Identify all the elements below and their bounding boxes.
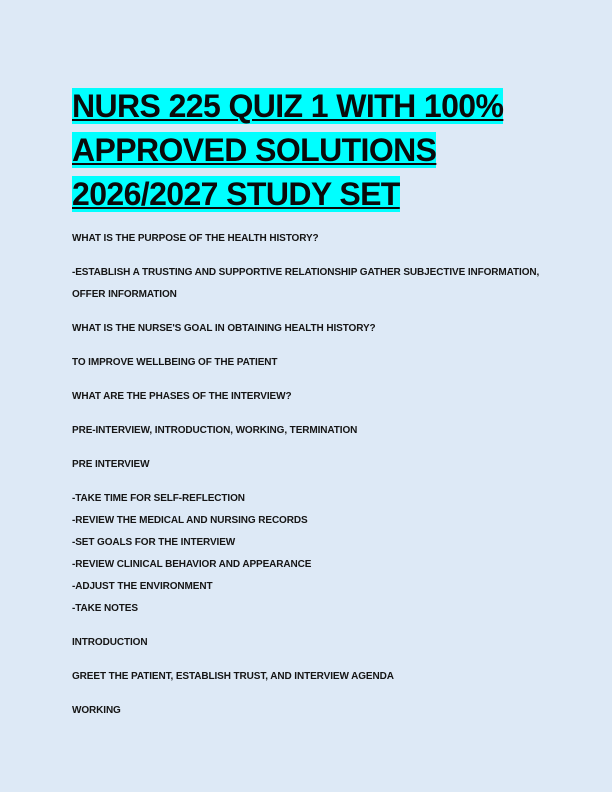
pre-interview-list	[72, 488, 552, 620]
answer-purpose-of-health-history: -ESTABLISH A TRUSTING AND SUPPORTIVE RELATIONSHIP GATHER SUBJECTIVE INFORMATION, OFFER INFORMATION	[72, 267, 540, 300]
answer-nurse-goal: TO IMPROVE WELLBEING OF THE PATIENT	[72, 357, 278, 368]
question-purpose-of-health-history: WHAT IS THE PURPOSE OF THE HEALTH HISTORY?	[72, 233, 319, 244]
section-pre-interview: PRE INTERVIEW	[72, 459, 150, 470]
list-item: -TAKE NOTES	[72, 603, 138, 614]
answer-introduction: GREET THE PATIENT, ESTABLISH TRUST, AND INTERVIEW AGENDA	[72, 671, 394, 682]
list-item: -TAKE TIME FOR SELF-REFLECTION	[72, 493, 245, 504]
list-item: -SET GOALS FOR THE INTERVIEW	[72, 537, 236, 548]
section-introduction: INTRODUCTION	[72, 637, 148, 648]
list-item: -ADJUST THE ENVIRONMENT	[72, 581, 213, 592]
section-working: WORKING	[72, 705, 121, 716]
question-interview-phases: WHAT ARE THE PHASES OF THE INTERVIEW?	[72, 391, 292, 402]
answer-interview-phases: PRE-INTERVIEW, INTRODUCTION, WORKING, TERMINATION	[72, 425, 358, 436]
document-title	[72, 84, 552, 216]
list-item: -REVIEW CLINICAL BEHAVIOR AND APPEARANCE	[72, 559, 312, 570]
list-item: -REVIEW THE MEDICAL AND NURSING RECORDS	[72, 515, 308, 526]
highlighted-title-text: NURS 225 QUIZ 1 WITH 100% APPROVED SOLUTIONS 2026/2027 STUDY SET	[72, 88, 504, 212]
question-nurse-goal: WHAT IS THE NURSE'S GOAL IN OBTAINING HEALTH HISTORY?	[72, 323, 376, 334]
